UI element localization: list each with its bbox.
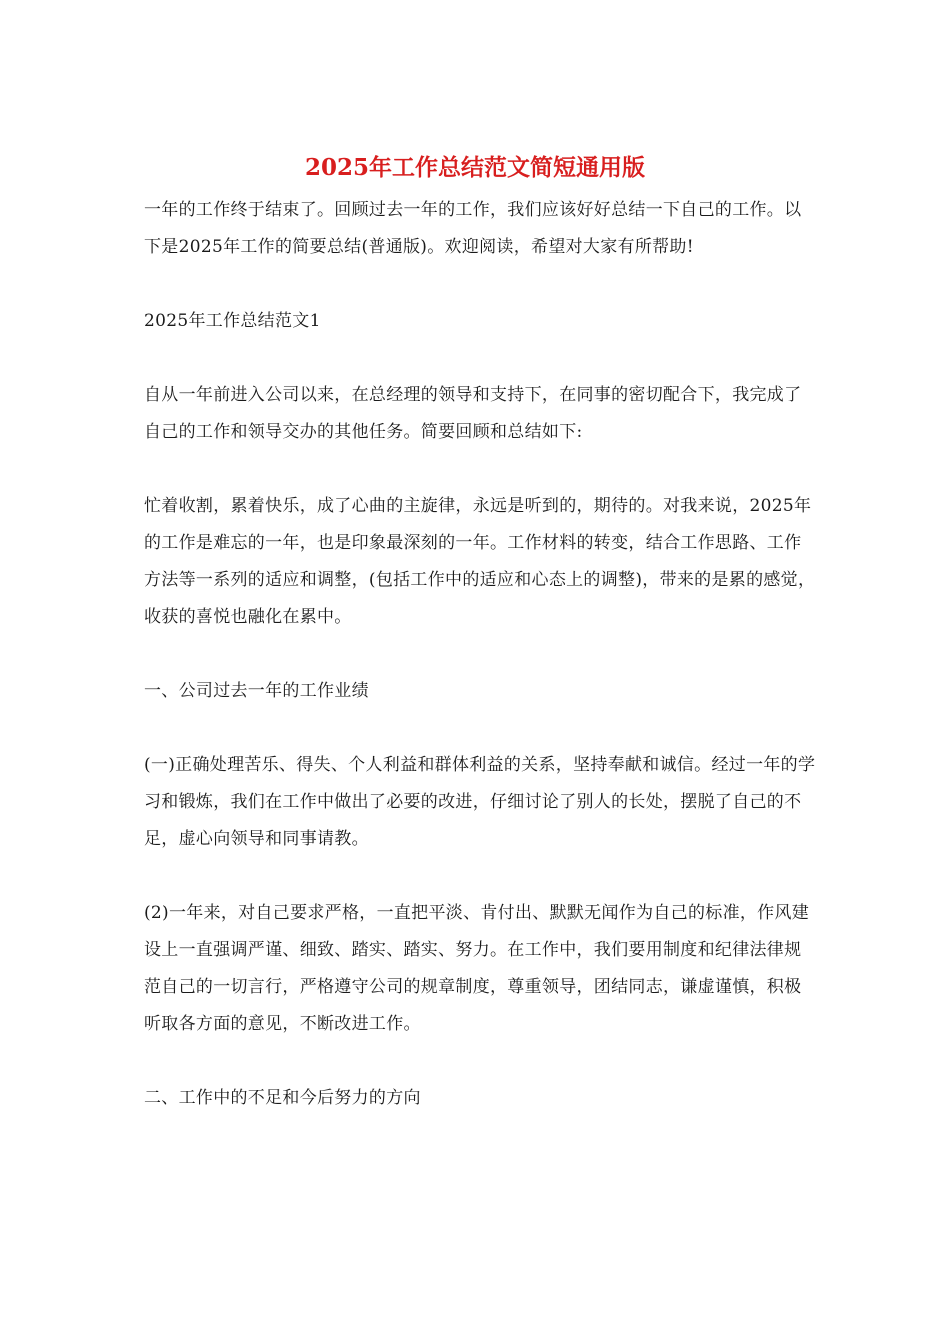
paragraph-spacer — [144, 451, 816, 488]
intro-paragraph: 一年的工作终于结束了。回顾过去一年的工作，我们应该好好总结一下自己的工作。以下是2025年工作的简要总结(普通版)。欢迎阅读，希望对大家有所帮助! — [144, 200, 802, 257]
achievements-heading: 一、公司过去一年的工作业绩 — [144, 681, 369, 701]
reflection-paragraph: 忙着收割，累着快乐，成了心曲的主旋律，永远是听到的，期待的。对我来说，2025年的工作是难忘的一年，也是印象最深刻的一年。工作材料的转变，结合工作思路、工作方法等一系列的适应和调整，(包括工作中的适应和心态上的调整)，带来的是累的感觉，收获的喜悦也融化在累中。 — [144, 496, 816, 627]
achievement-item-1: (一)正确处理苦乐、得失、个人利益和群体利益的关系，坚持奉献和诚信。经过一年的学习和锻炼，我们在工作中做出了必要的改进，仔细讨论了别人的长处，摆脱了自己的不足，虚心向领导和同事请教。 — [144, 755, 816, 849]
achievement-item-2: (2)一年来，对自己要求严格，一直把平淡、肯付出、默默无闻作为自己的标准，作风建设上一直强调严谨、细致、踏实、踏实、努力。在工作中，我们要用制度和纪律法律规范自己的一切言行，严格遵守公司的规章制度，尊重领导，团结同志，谦虚谨慎，积极听取各方面的意见，不断改进工作。 — [144, 903, 810, 1034]
paragraph-spacer — [144, 1043, 816, 1080]
paragraph-spacer — [144, 710, 816, 747]
document-title: 2025年工作总结范文简短通用版 — [304, 154, 645, 181]
paragraph-spacer — [144, 266, 816, 303]
paragraph-spacer — [144, 340, 816, 377]
shortcomings-heading: 二、工作中的不足和今后努力的方向 — [144, 1088, 421, 1108]
paragraph-spacer — [144, 858, 816, 895]
document-body — [144, 192, 816, 1117]
opening-paragraph: 自从一年前进入公司以来，在总经理的领导和支持下，在同事的密切配合下，我完成了自己的工作和领导交办的其他任务。简要回顾和总结如下: — [144, 385, 802, 442]
section-heading: 2025年工作总结范文1 — [144, 311, 321, 331]
paragraph-spacer — [144, 636, 816, 673]
